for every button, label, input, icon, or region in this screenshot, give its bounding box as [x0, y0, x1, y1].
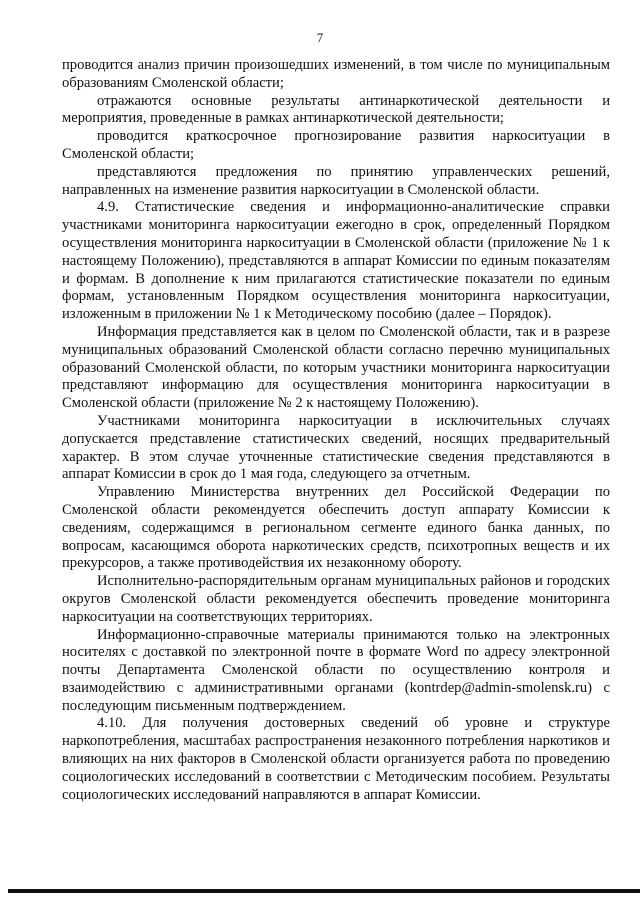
paragraph-management-proposals: представляются предложения по принятию управленческих решений, направленных на изменение развития наркоситуации в Смоленской области.: [62, 163, 610, 198]
document-body: [62, 57, 610, 804]
paragraph-section-4-10: 4.10. Для получения достоверных сведений об уровне и структуре наркопотребления, масштабах распространения незаконного потребления наркотиков и влияющих на них факторов в Смоленской области организуется работа по проведению социологических исследований в соответствии с Методическим пособием. Результаты социологических исследований направляются в аппарат Комиссии.: [62, 715, 610, 803]
paragraph-short-term-forecast: проводится краткосрочное прогнозирование развития наркоситуации в Смоленской области;: [62, 128, 610, 162]
bottom-divider: [8, 889, 640, 893]
paragraph-information-scope: Информация представляется как в целом по Смоленской области, так и в разрезе муниципальных образований Смоленской области согласно перечню муниципальных образований Смоленской области, по которым участники мониторинга наркоситуации представляют информацию для осуществления мониторинга наркоситуации в Смоленской области (приложение № 2 к настоящему Положению).: [62, 323, 610, 412]
paragraph-preliminary-data: Участниками мониторинга наркоситуации в исключительных случаях допускается представление статистических сведений, носящих предварительный характер. В этом случае уточненные статистические сведения представляются в аппарат Комиссии в срок до 1 мая года, следующего за отчетным.: [62, 412, 610, 483]
paragraph-section-4-9: 4.9. Статистические сведения и информационно-аналитические справки участниками мониторинга наркоситуации ежегодно в срок, определенный Порядком осуществления мониторинга наркоситуации в Смоленской области (приложение № 1 к настоящему Положению), представляются в аппарат Комиссии по единым показателям и формам. В дополнение к ним прилагаются статистические показатели по единым формам, установленным Порядком осуществления мониторинга наркоситуации, изложенным в приложении № 1 к Методическому пособию (далее – Порядок).: [62, 199, 610, 323]
page-number: 7: [316, 30, 324, 45]
paragraph-electronic-submission: Информационно-справочные материалы принимаются только на электронных носителях с доставкой по электронной почте в формате Word по адресу электронной почты Департамента Смоленской области по осуществлению контроля и взаимодействию с административными органами (kontrdep@admin-smolensk.ru) с последующим письменным подтверждением.: [62, 626, 610, 714]
paragraph-municipal-monitoring: Исполнительно-распорядительным органам муниципальных районов и городских округов Смоленской области рекомендуется обеспечить проведение мониторинга наркоситуации на соответствующих территориях.: [62, 573, 610, 625]
paragraph-analysis-of-changes: проводится анализ причин произошедших изменений, в том числе по муниципальным образованиям Смоленской области;: [62, 57, 610, 91]
paragraph-main-results: отражаются основные результаты антинаркотической деятельности и мероприятия, проведенные в рамках антинаркотической деятельности;: [62, 92, 610, 127]
paragraph-ministry-access: Управлению Министерства внутренних дел Российской Федерации по Смоленской области рекомендуется обеспечить доступ аппарату Комиссии к сведениям, содержащимся в региональном сегменте единого банка данных, по вопросам, касающимся оборота наркотических средств, психотропных веществ и их прекурсоров, а также противодействия их незаконному обороту.: [62, 484, 610, 572]
